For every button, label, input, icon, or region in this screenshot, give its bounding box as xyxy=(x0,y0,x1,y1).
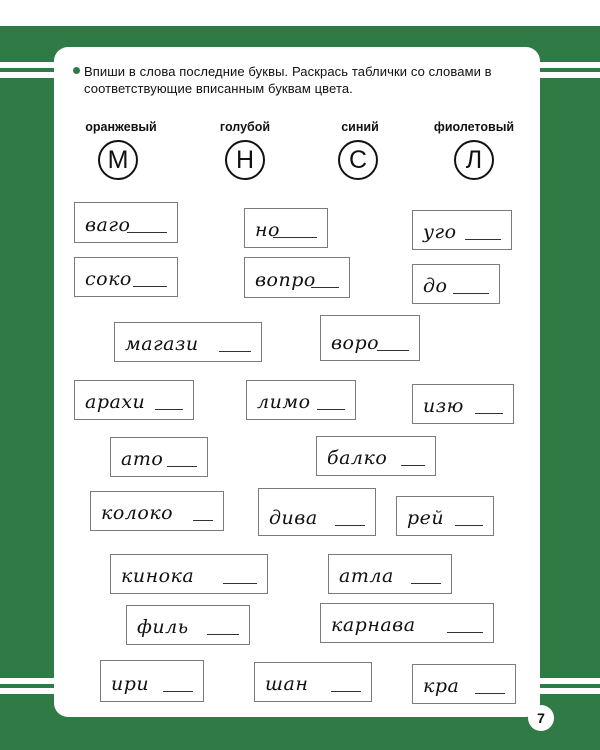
word-card[interactable] xyxy=(74,380,194,420)
instruction-text: Впиши в слова последние буквы. Раскрась таблички со словами в соответствующие вписанным буквам цвета. xyxy=(84,64,492,96)
word-text: балко xyxy=(327,447,388,469)
word-text: ато xyxy=(121,448,164,470)
word-card[interactable] xyxy=(412,210,512,250)
word-text: дива xyxy=(269,507,318,529)
word-text: филь xyxy=(137,616,189,638)
word-card[interactable] xyxy=(328,554,452,594)
word-text: соко xyxy=(85,268,132,290)
left-stripe xyxy=(0,688,60,694)
word-card[interactable] xyxy=(244,257,350,298)
word-card[interactable] xyxy=(110,554,268,594)
word-card[interactable] xyxy=(246,380,356,420)
word-text: вопро xyxy=(255,269,316,291)
word-text: карнава xyxy=(331,614,416,636)
word-text: магази xyxy=(125,333,199,355)
word-card[interactable] xyxy=(254,662,372,702)
word-card[interactable] xyxy=(126,605,250,645)
word-card[interactable] xyxy=(74,257,178,297)
word-card[interactable] xyxy=(244,208,328,248)
top-margin xyxy=(0,0,600,26)
word-text: шан xyxy=(265,673,309,695)
bullet-icon xyxy=(73,67,80,74)
word-card[interactable] xyxy=(320,603,494,643)
word-card[interactable] xyxy=(316,436,436,476)
word-text: изю xyxy=(423,395,464,417)
word-text: кинока xyxy=(121,565,195,587)
word-card[interactable] xyxy=(74,202,178,243)
word-text: но xyxy=(255,219,280,241)
word-text: до xyxy=(423,275,448,297)
word-text: атла xyxy=(339,565,394,587)
word-text: воро xyxy=(331,332,380,354)
left-stripe xyxy=(0,62,60,68)
right-stripe xyxy=(540,688,600,694)
word-text: лимо xyxy=(257,391,311,413)
letter-circle-s: С xyxy=(338,140,378,180)
word-card[interactable] xyxy=(110,437,208,477)
word-text: рей xyxy=(407,507,445,529)
left-stripe xyxy=(0,678,60,684)
letter-circle-m: М xyxy=(98,140,138,180)
word-card[interactable] xyxy=(100,660,204,702)
color-label-blue: синий xyxy=(341,120,379,134)
word-text: ваго xyxy=(85,214,131,236)
right-stripe xyxy=(540,72,600,78)
right-stripe xyxy=(540,678,600,684)
word-card[interactable] xyxy=(412,384,514,424)
word-card[interactable] xyxy=(412,664,516,704)
word-card[interactable] xyxy=(412,264,500,304)
word-card[interactable] xyxy=(258,488,376,536)
word-card[interactable] xyxy=(114,322,262,362)
word-text: уго xyxy=(423,221,457,243)
color-label-violet: фиолетовый xyxy=(433,120,515,134)
word-text: арахи xyxy=(85,391,146,413)
word-card[interactable] xyxy=(396,496,494,536)
word-text: ири xyxy=(111,673,150,695)
color-label-light-blue: голубой xyxy=(219,120,271,134)
letter-circle-l: Л xyxy=(454,140,494,180)
word-text: колоко xyxy=(101,502,174,524)
page-number: 7 xyxy=(528,705,554,731)
word-card[interactable] xyxy=(320,315,420,361)
color-label-orange: оранжевый xyxy=(85,120,157,134)
word-card[interactable] xyxy=(90,491,224,531)
left-stripe xyxy=(0,72,60,78)
right-stripe xyxy=(540,62,600,68)
word-text: кра xyxy=(423,675,460,697)
letter-circle-n: Н xyxy=(225,140,265,180)
